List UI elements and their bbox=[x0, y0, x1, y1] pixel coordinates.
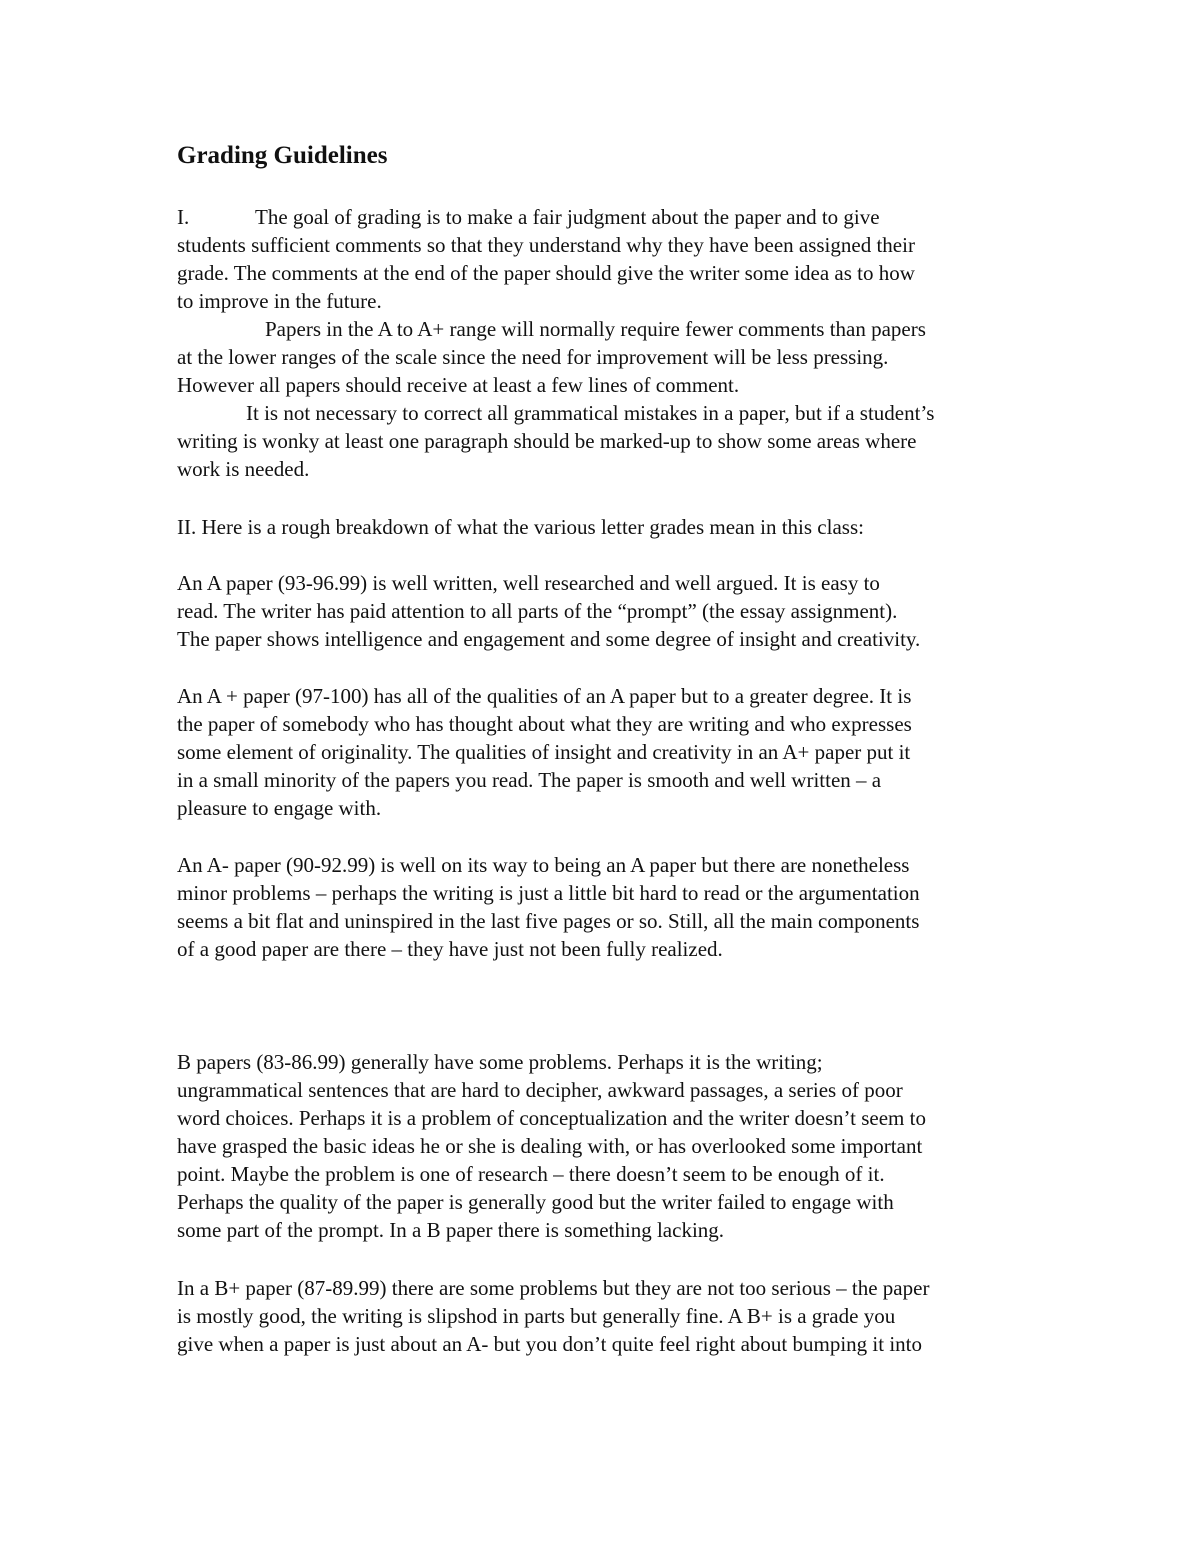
text-line: B papers (83-86.99) generally have some problems. Perhaps it is the writing; bbox=[177, 1050, 823, 1074]
text-line: The goal of grading is to make a fair judgment about the paper and to give bbox=[255, 205, 880, 229]
text-line: minor problems – perhaps the writing is just a little bit hard to read or the argumentation bbox=[177, 881, 920, 905]
text-line: in a small minority of the papers you read. The paper is smooth and well written – a bbox=[177, 768, 882, 792]
text-line: An A paper (93-96.99) is well written, well researched and well argued. It is easy to bbox=[177, 571, 880, 595]
text-line: is mostly good, the writing is slipshod in parts but generally fine. A B+ is a grade you bbox=[177, 1304, 896, 1328]
text-line: grade. The comments at the end of the paper should give the writer some idea as to how bbox=[177, 261, 915, 285]
text-line: An A- paper (90-92.99) is well on its way to being an A paper but there are nonetheless bbox=[177, 853, 910, 877]
text-line: at the lower ranges of the scale since the need for improvement will be less pressing. bbox=[177, 345, 889, 369]
text-line: Perhaps the quality of the paper is generally good but the writer failed to engage with bbox=[177, 1190, 894, 1214]
text-line: some element of originality. The qualities of insight and creativity in an A+ paper put it bbox=[177, 740, 911, 764]
text-line: However all papers should receive at least a few lines of comment. bbox=[177, 373, 740, 397]
text-line: the paper of somebody who has thought about what they are writing and who expresses bbox=[177, 712, 912, 736]
text-line: In a B+ paper (87-89.99) there are some problems but they are not too serious – the paper bbox=[177, 1276, 930, 1300]
text-line: ungrammatical sentences that are hard to decipher, awkward passages, a series of poor bbox=[177, 1078, 903, 1102]
text-line: students sufficient comments so that they understand why they have been assigned their bbox=[177, 233, 915, 257]
text-line: read. The writer has paid attention to all parts of the “prompt” (the essay assignment). bbox=[177, 599, 898, 623]
section-1-first-line bbox=[177, 203, 880, 231]
text-line: Papers in the A to A+ range will normally require fewer comments than papers bbox=[265, 317, 926, 341]
text-line: seems a bit flat and uninspired in the last five pages or so. Still, all the main components bbox=[177, 909, 920, 933]
text-line: An A + paper (97-100) has all of the qualities of an A paper but to a greater degree. It is bbox=[177, 684, 912, 708]
text-line: some part of the prompt. In a B paper there is something lacking. bbox=[177, 1218, 725, 1242]
text-line: word choices. Perhaps it is a problem of conceptualization and the writer doesn’t seem to bbox=[177, 1106, 926, 1130]
text-line: to improve in the future. bbox=[177, 289, 382, 313]
text-line: writing is wonky at least one paragraph should be marked-up to show some areas where bbox=[177, 429, 917, 453]
section-1-number: I. bbox=[177, 205, 190, 229]
text-line: pleasure to engage with. bbox=[177, 796, 382, 820]
text-line: point. Maybe the problem is one of research – there doesn’t seem to be enough of it. bbox=[177, 1162, 885, 1186]
text-line: of a good paper are there – they have just not been fully realized. bbox=[177, 937, 723, 961]
section-2-intro: II. Here is a rough breakdown of what the various letter grades mean in this class: bbox=[177, 515, 864, 539]
text-line: give when a paper is just about an A- but you don’t quite feel right about bumping it into bbox=[177, 1332, 922, 1356]
page-title: Grading Guidelines bbox=[177, 142, 388, 169]
text-line: The paper shows intelligence and engagement and some degree of insight and creativity. bbox=[177, 627, 921, 651]
text-line: work is needed. bbox=[177, 457, 310, 481]
text-line: It is not necessary to correct all grammatical mistakes in a paper, but if a student’s bbox=[246, 401, 935, 425]
text-line: have grasped the basic ideas he or she is dealing with, or has overlooked some important bbox=[177, 1134, 923, 1158]
